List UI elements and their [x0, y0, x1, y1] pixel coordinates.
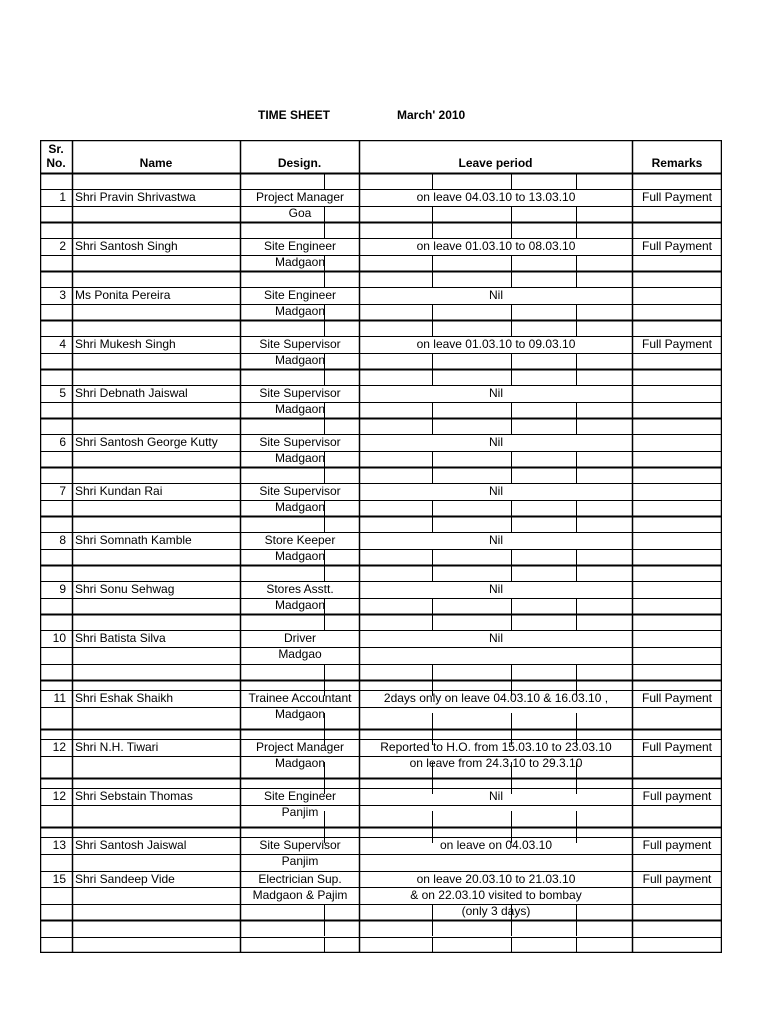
row-sr: 12 — [52, 789, 66, 803]
row-remarks: Full Payment — [641, 740, 713, 754]
row-leave-period: on leave 04.03.10 to 13.03.10 — [416, 190, 576, 204]
row-remarks: Full payment — [642, 838, 712, 852]
row-remarks: Full Payment — [641, 239, 713, 253]
row-designation: Site Engineer — [263, 239, 337, 253]
row-sr: 9 — [59, 582, 66, 596]
row-leave-period: Nil — [489, 435, 503, 449]
row-remarks: Full Payment — [641, 691, 713, 705]
row-designation: Site Supervisor — [259, 386, 341, 400]
header-sr-line2: No. — [46, 156, 66, 170]
header-sr-line1: Sr. — [48, 142, 64, 156]
row-name: Shri Sonu Sehwag — [75, 582, 175, 596]
row-leave-period: Nil — [489, 789, 503, 803]
row-designation: Site Supervisor — [259, 435, 341, 449]
sheet-title: TIME SHEET — [258, 108, 331, 122]
row-sr: 2 — [59, 239, 66, 253]
row-location: Madgaon — [274, 707, 326, 721]
row-sr: 13 — [52, 838, 66, 852]
row-location: Panjim — [281, 854, 319, 868]
row-name: Shri Santosh Jaiswal — [75, 838, 187, 852]
row-name: Shri Somnath Kamble — [75, 533, 192, 547]
row-leave-period-3: (only 3 days) — [461, 904, 531, 918]
row-remarks: Full payment — [642, 872, 712, 886]
row-leave-period: Reported to H.O. from 15.03.10 to 23.03.10 — [380, 740, 612, 754]
row-leave-period: on leave on 04.03.10 — [439, 838, 553, 852]
timesheet-table — [40, 140, 722, 953]
row-sr: 10 — [52, 631, 66, 645]
row-leave-period-2: & on 22.03.10 visited to bombay — [410, 888, 582, 902]
row-leave-period: Nil — [489, 484, 503, 498]
row-name: Shri Batista Silva — [75, 631, 166, 645]
row-sr: 11 — [53, 691, 66, 705]
row-leave-period: Nil — [489, 288, 503, 302]
row-remarks: Full payment — [642, 789, 712, 803]
row-location: Madgaon — [274, 255, 326, 269]
row-sr: 4 — [59, 337, 66, 351]
row-name: Shri Sebstain Thomas — [75, 789, 193, 803]
row-leave-period: Nil — [489, 631, 503, 645]
row-name: Shri Santosh Singh — [75, 239, 178, 253]
row-name: Shri Eshak Shaikh — [75, 691, 174, 705]
row-designation: Site Supervisor — [259, 337, 341, 351]
row-location: Madgaon — [274, 451, 326, 465]
row-location: Goa — [288, 206, 312, 220]
row-leave-period-2: on leave from 24.3.10 to 29.3.10 — [409, 756, 583, 770]
sheet-month: March' 2010 — [397, 108, 466, 122]
row-location: Madgaon — [274, 549, 326, 563]
row-leave-period: Nil — [489, 582, 503, 596]
header-design: Design. — [277, 156, 322, 170]
row-name: Shri Debnath Jaiswal — [75, 386, 188, 400]
row-location: Madgao — [278, 647, 322, 661]
header-remarks: Remarks — [651, 156, 703, 170]
row-location: Panjim — [281, 805, 319, 819]
row-location: Madgaon — [274, 353, 326, 367]
row-sr: 8 — [59, 533, 66, 547]
row-remarks: Full Payment — [641, 337, 713, 351]
row-leave-period: on leave 01.03.10 to 08.03.10 — [416, 239, 576, 253]
row-designation: Project Manager — [255, 190, 345, 204]
row-location: Madgaon — [274, 402, 326, 416]
row-sr: 12 — [52, 740, 66, 754]
row-sr: 1 — [59, 190, 66, 204]
row-leave-period: on leave 20.03.10 to 21.03.10 — [416, 872, 576, 886]
row-location: Madgaon — [274, 598, 326, 612]
row-location: Madgaon & Pajim — [252, 888, 348, 902]
header-name: Name — [139, 156, 173, 170]
row-leave-period: Nil — [489, 533, 503, 547]
row-sr: 15 — [52, 872, 66, 886]
row-designation: Site Supervisor — [259, 484, 341, 498]
header-leave-period: Leave period — [458, 156, 533, 170]
row-designation: Site Engineer — [263, 789, 337, 803]
row-name: Shri Kundan Rai — [75, 484, 163, 498]
row-leave-period: Nil — [489, 386, 503, 400]
row-remarks: Full Payment — [641, 190, 713, 204]
row-designation: Store Keeper — [264, 533, 336, 547]
row-name: Shri N.H. Tiwari — [75, 740, 159, 754]
row-sr: 7 — [59, 484, 66, 498]
row-designation: Project Manager — [255, 740, 345, 754]
row-leave-period: 2days only on leave 04.03.10 & 16.03.10 , — [383, 691, 609, 705]
row-name: Shri Mukesh Singh — [75, 337, 176, 351]
row-location: Madgaon — [274, 500, 326, 514]
row-designation: Driver — [284, 631, 316, 645]
row-designation: Site Engineer — [263, 288, 337, 302]
row-designation: Stores Asstt. — [266, 582, 334, 596]
row-location: Madgaon — [274, 304, 326, 318]
row-designation: Site Supervisor — [259, 838, 341, 852]
row-sr: 3 — [59, 288, 66, 302]
row-sr: 6 — [59, 435, 66, 449]
row-designation: Electrician Sup. — [258, 872, 342, 886]
row-sr: 5 — [59, 386, 66, 400]
row-designation: Trainee Accountant — [248, 691, 352, 705]
row-name: Ms Ponita Pereira — [75, 288, 171, 302]
row-name: Shri Sandeep Vide — [75, 872, 175, 886]
row-leave-period: on leave 01.03.10 to 09.03.10 — [416, 337, 576, 351]
row-location: Madgaon — [274, 756, 326, 770]
row-name: Shri Santosh George Kutty — [75, 435, 218, 449]
row-name: Shri Pravin Shrivastwa — [75, 190, 196, 204]
